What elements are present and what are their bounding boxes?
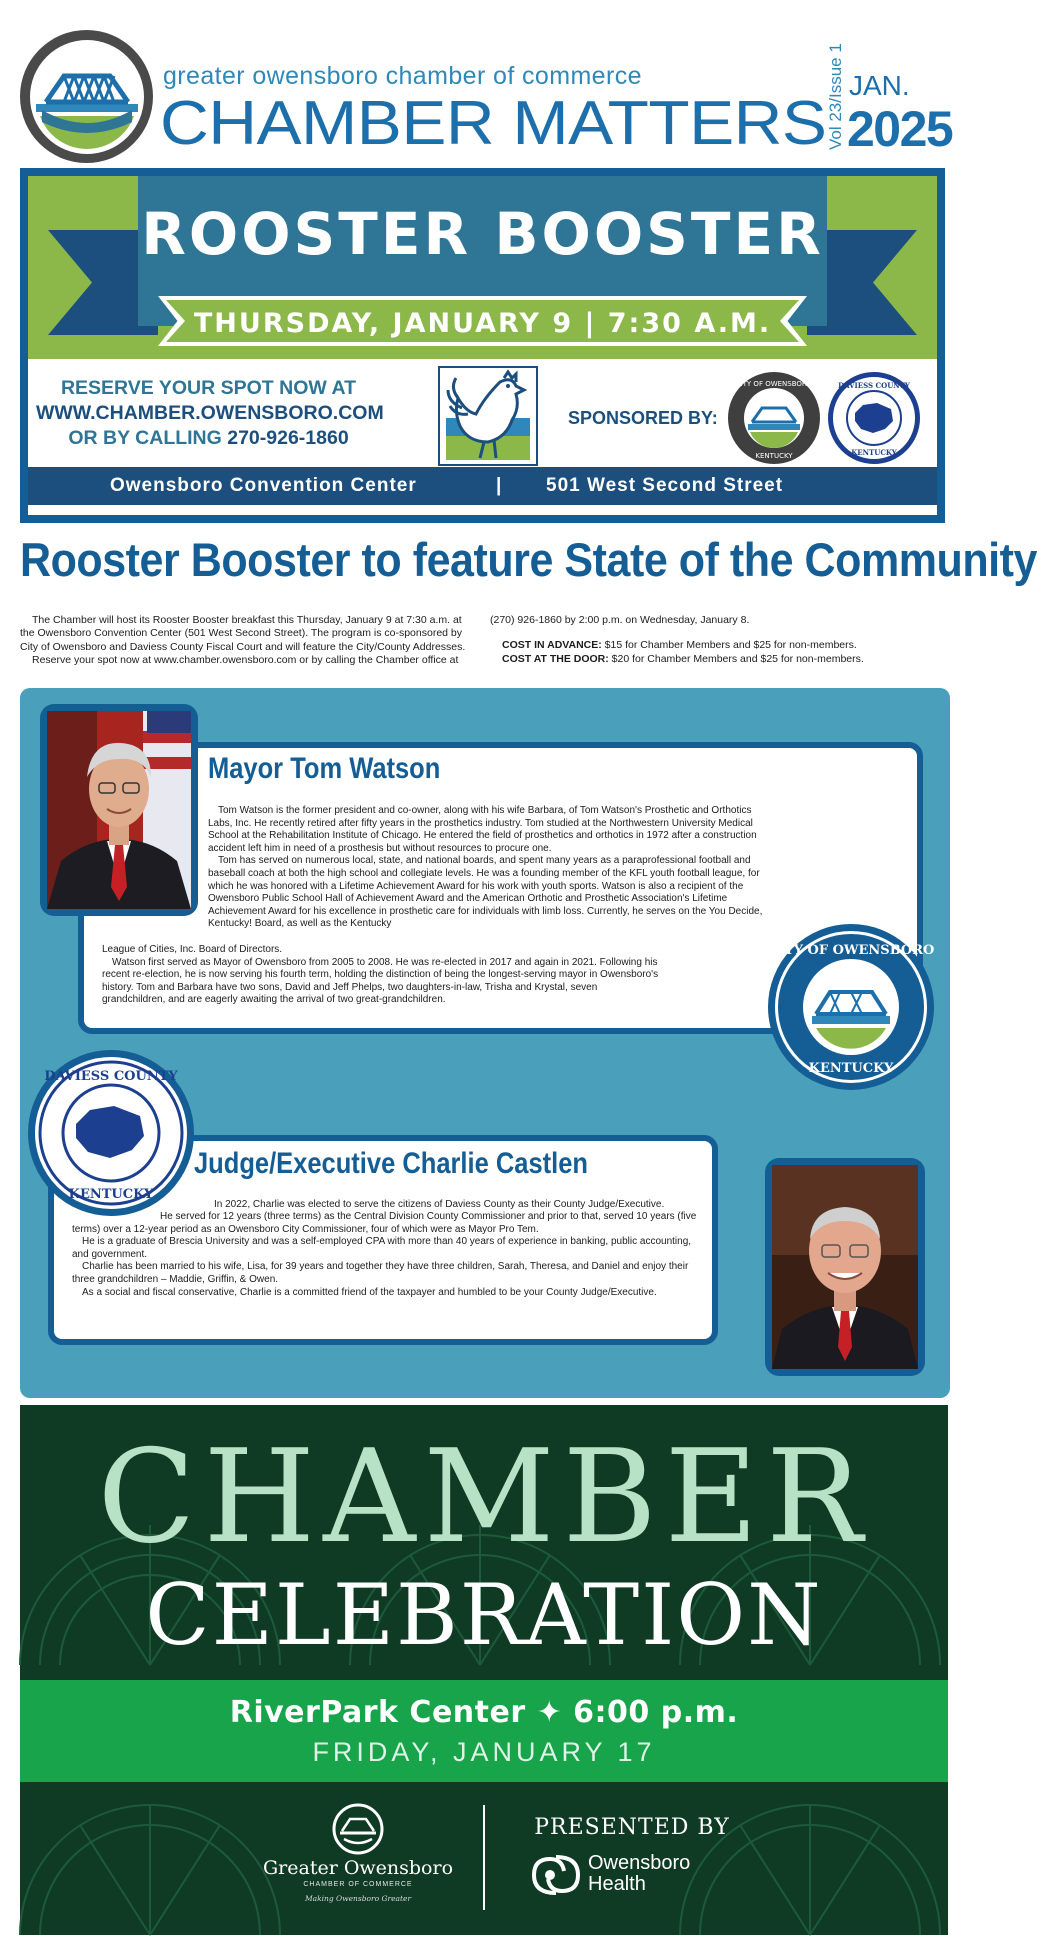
mayor-bio-paragraph: Tom has served on numerous local, state, and national boards, and spent many years as a paraprofessional football and baseball coach at both the high school and collegiate levels. He was a founding member of the KFL youth football league, for which he was honored with a Lifetime Achievement Award for his work with youth sports. Watson is also a recipient of the Owensboro Public School Hall of Achievement Award and the American Orthotic and Prosthetic Association's Lifetime Achievement Award for his excellence in prosthetic care for individuals with limb loss. Currently, he serves on the You Decide, Kentucky! Board, as well as the Kentucky xyxy=(208,855,763,930)
mayor-bio xyxy=(208,805,778,931)
mayor-seal-top-text: CITY OF OWENSBORO xyxy=(767,943,935,958)
judge-name: Judge/Executive Charlie Castlen xyxy=(194,1147,588,1180)
celebration-word-chamber: CHAMBER xyxy=(97,1423,871,1572)
sponsored-by-label: SPONSORED BY: xyxy=(568,408,718,428)
celebration-date: FRIDAY, JANUARY 17 xyxy=(312,1737,656,1767)
issue-year: 2025 xyxy=(847,101,953,157)
intro-paragraph: (270) 926-1860 by 2:00 p.m. on Wednesday, January 8. xyxy=(490,614,750,626)
city-seal-top-text: CITY OF OWENSBORO xyxy=(735,380,813,388)
judge-bio-paragraph: He is a graduate of Brescia University and was a self-employed CPA with more than 40 years of experience in banking, public accounting, and government. xyxy=(72,1236,692,1260)
banner-footer xyxy=(28,467,937,505)
officials-panel xyxy=(20,688,950,1398)
judge-seal-bottom-text: KENTUCKY xyxy=(68,1187,154,1202)
goc-logo-icon xyxy=(332,1803,384,1855)
chamber-logo xyxy=(20,30,153,163)
mayor-bio-paragraph: League of Cities, Inc. Board of Directors. xyxy=(102,944,283,955)
banner-date-time: THURSDAY, JANUARY 9 | 7:30 A.M. xyxy=(193,308,772,339)
judge-seal-top-text: DAVIESS COUNTY xyxy=(44,1069,178,1084)
judge-photo xyxy=(772,1165,918,1369)
banner-separator: | xyxy=(496,475,503,496)
sponsor-line-1: Owensboro xyxy=(588,1852,691,1874)
chamber-celebration-ad xyxy=(20,1405,948,1935)
sponsor-line-2: Health xyxy=(588,1873,646,1895)
reserve-info xyxy=(36,376,384,451)
banner-address: 501 West Second Street xyxy=(546,475,784,496)
newsletter-title: CHAMBER MATTERS xyxy=(160,89,827,158)
judge-bio-paragraph: As a social and fiscal conservative, Charlie is a committed friend of the taxpayer and humbled to be your County Judge/Executive. xyxy=(82,1286,657,1298)
rooster-icon xyxy=(438,366,538,466)
intro-paragraph: The Chamber will host its Rooster Booster breakfast this Thursday, January 9 at 7:30 a.m. at the Owensboro Convention Center (501 West Second Street). The program is co-sponsored by City of Owensboro and Daviess County Fiscal Court and will feature the City/County Addresses. xyxy=(20,614,466,653)
judge-photo-frame xyxy=(765,1158,925,1376)
mayor-bio-paragraph: Tom Watson is the former president and co-owner, along with his wife Barbara, of Tom Watson's Prosthetic and Orthotics Labs, Inc. He recently retired after fifty years in the prosthetics industry. Tom studied at the Northwestern University Medical School at the Rehabilitation Institute of Chicago. He entered the field of prosthetics and orthotics in 1972 after a construction accident left him in need of a prosthesis but without resources to procure one. xyxy=(208,805,757,854)
bridge-logo-icon xyxy=(28,38,146,156)
issue-month: JAN. xyxy=(849,70,910,101)
cost-advance-text: $15 for Chamber Members and $25 for non-members. xyxy=(601,639,857,652)
cost-door-text: $20 for Chamber Members and $25 for non-members. xyxy=(608,652,864,665)
judge-bio-paragraph: He served for 12 years (three terms) as the Central Division County Commissioner and prior to that, served 10 years (five terms) over a 12-year period as an Owensboro City Commissioner, four of which were as Mayor Pro Tem. xyxy=(72,1211,697,1235)
banner-title: ROOSTER BOOSTER xyxy=(141,200,824,268)
county-seal-top-text: DAVIESS COUNTY xyxy=(838,381,910,390)
judge-bio-paragraph: Charlie has been married to his wife, Lisa, for 39 years and together they have three children, Sarah, Theresa, and Daniel and enjoy their three grandchildren – Maddie, Griffin, & Owen. xyxy=(72,1261,689,1285)
presented-by-label: PRESENTED BY xyxy=(534,1815,730,1840)
city-seal-bottom-text: KENTUCKY xyxy=(755,452,793,460)
mayor-photo-frame xyxy=(40,704,198,916)
intro-column-1 xyxy=(20,614,475,668)
judge-bio-paragraph: In 2022, Charlie was elected to serve the citizens of Daviess County as their County Judge/Executive. xyxy=(214,1199,665,1210)
goc-name: Greater Owensboro xyxy=(262,1857,454,1879)
celebration-word-celebration: CELEBRATION xyxy=(145,1566,823,1664)
goc-subtitle: CHAMBER OF COMMERCE xyxy=(303,1881,413,1888)
owensboro-health-name xyxy=(588,1853,690,1895)
judge-bio xyxy=(72,1211,707,1299)
mayor-bio-paragraph: Watson first served as Mayor of Owensboro from 2005 to 2008. He was re-elected in 2017 and again in 2021. Following his recent re-election, he is now serving his fourth term, holding the distinction of being the longest-serving mayor in Owensboro's history. Tom and Barbara have two sons, David and Jeff Phelps, two daughters-in-law, Trisha and Krystal, seven grandchildren, and are eagerly awaiting the arrival of two great-grandchildren. xyxy=(102,956,659,1006)
daviess-county-seal xyxy=(828,372,920,464)
cost-door xyxy=(490,653,945,666)
volume-issue: Vol 23/Issue 1 xyxy=(826,43,845,150)
judge-bio-p1 xyxy=(204,1199,694,1212)
masthead-tagline: greater owensboro chamber of commerce xyxy=(163,62,642,90)
reserve-website-link[interactable]: WWW.CHAMBER.OWENSBORO.COM xyxy=(36,402,384,424)
reserve-line-1: RESERVE YOUR SPOT NOW AT xyxy=(60,377,357,399)
celebration-venue-time: RiverPark Center ✦ 6:00 p.m. xyxy=(229,1695,739,1730)
city-seal-large xyxy=(768,924,934,1090)
goc-tagline: Making Owensboro Greater xyxy=(304,1894,412,1903)
city-of-owensboro-seal xyxy=(728,372,820,464)
masthead xyxy=(0,0,964,165)
article-headline: Rooster Booster to feature State of the Community xyxy=(20,533,1037,586)
banner-venue: Owensboro Convention Center xyxy=(110,475,417,496)
intro-column-2 xyxy=(490,614,945,666)
rooster-booster-banner xyxy=(20,168,945,523)
mayor-photo xyxy=(47,711,191,909)
reserve-phone[interactable]: 270-926-1860 xyxy=(227,427,349,449)
intro-paragraph: Reserve your spot now at www.chamber.owensboro.com or by calling the Chamber office at xyxy=(32,654,459,667)
mayor-seal-bottom-text: KENTUCKY xyxy=(808,1061,894,1076)
mayor-name: Mayor Tom Watson xyxy=(208,752,441,785)
reserve-line-3: OR BY CALLING xyxy=(68,427,228,449)
cost-advance-label: COST IN ADVANCE: xyxy=(502,639,602,652)
sponsor-divider xyxy=(483,1805,485,1910)
owensboro-health-icon xyxy=(528,1853,584,1897)
county-seal-large xyxy=(28,1050,194,1216)
cost-advance xyxy=(490,639,945,652)
cost-door-label: COST AT THE DOOR: xyxy=(502,652,609,665)
mayor-bio-cont xyxy=(102,944,662,1007)
county-seal-bottom-text: KENTUCKY xyxy=(851,448,897,457)
